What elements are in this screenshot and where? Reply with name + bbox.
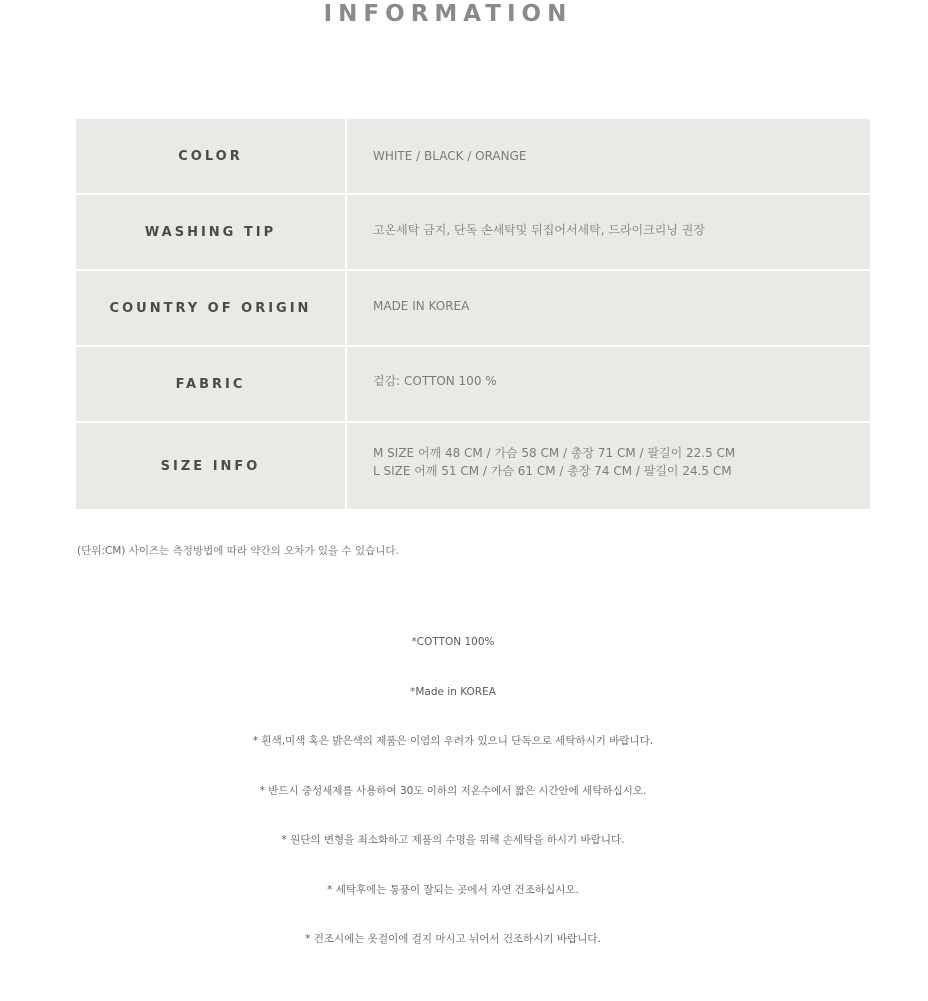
info-label: COUNTRY OF ORIGIN	[76, 271, 347, 345]
info-label: WASHING TIP	[76, 195, 347, 269]
size-note: (단위:CM) 사이즈는 측정방법에 따라 약간의 오차가 있을 수 있습니다.	[77, 545, 399, 557]
info-value-line: WHITE / BLACK / ORANGE	[373, 149, 527, 163]
info-value	[347, 195, 870, 269]
info-label: COLOR	[76, 119, 347, 193]
care-instruction: * 건조시에는 옷걸이에 걸지 마시고 뉘어서 건조하시기 바랍니다.	[305, 933, 601, 945]
info-table	[76, 119, 870, 509]
info-row-color	[76, 119, 870, 193]
info-value-line: M SIZE 어깨 48 CM / 가슴 58 CM / 총장 71 CM / 팔길이 22.5 CM	[373, 446, 736, 460]
info-row-washing-tip	[76, 195, 870, 269]
info-row-size-info	[76, 423, 870, 509]
info-value	[347, 347, 870, 421]
care-instruction: * 흰색,미색 혹은 밝은색의 제품은 이염의 우려가 있으니 단독으로 세탁하시기 바랍니다.	[252, 735, 654, 747]
info-value-line: L SIZE 어깨 51 CM / 가슴 61 CM / 총장 74 CM / 팔길이 24.5 CM	[373, 464, 732, 478]
page-title: INFORMATION	[323, 1, 573, 27]
care-instruction: * 반드시 중성세제를 사용하여 30도 이하의 저온수에서 짧은 시간안에 세탁하십시오.	[259, 784, 647, 797]
info-value-line: 고온세탁 금지, 단독 손세탁및 뒤집어서세탁, 드라이크리닝 권장	[373, 223, 705, 237]
info-row-country-of-origin	[76, 271, 870, 345]
care-instruction: * 세탁후에는 통풍이 잘되는 곳에서 자연 건조하십시오.	[327, 883, 579, 896]
info-value-line: 겉감: COTTON 100 %	[373, 374, 497, 388]
info-value-line: MADE IN KOREA	[373, 299, 470, 313]
info-label: FABRIC	[76, 347, 347, 421]
care-instruction: *COTTON 100%	[411, 636, 495, 648]
care-instruction: *Made in KOREA	[410, 685, 496, 698]
info-value	[347, 271, 870, 345]
info-value	[347, 423, 870, 509]
info-value	[347, 119, 870, 193]
info-row-fabric	[76, 347, 870, 421]
care-instructions	[0, 634, 906, 981]
info-label: SIZE INFO	[76, 423, 347, 509]
care-instruction: * 원단의 변형을 최소화하고 제품의 수명을 위해 손세탁을 하시기 바랍니다.	[281, 834, 625, 846]
